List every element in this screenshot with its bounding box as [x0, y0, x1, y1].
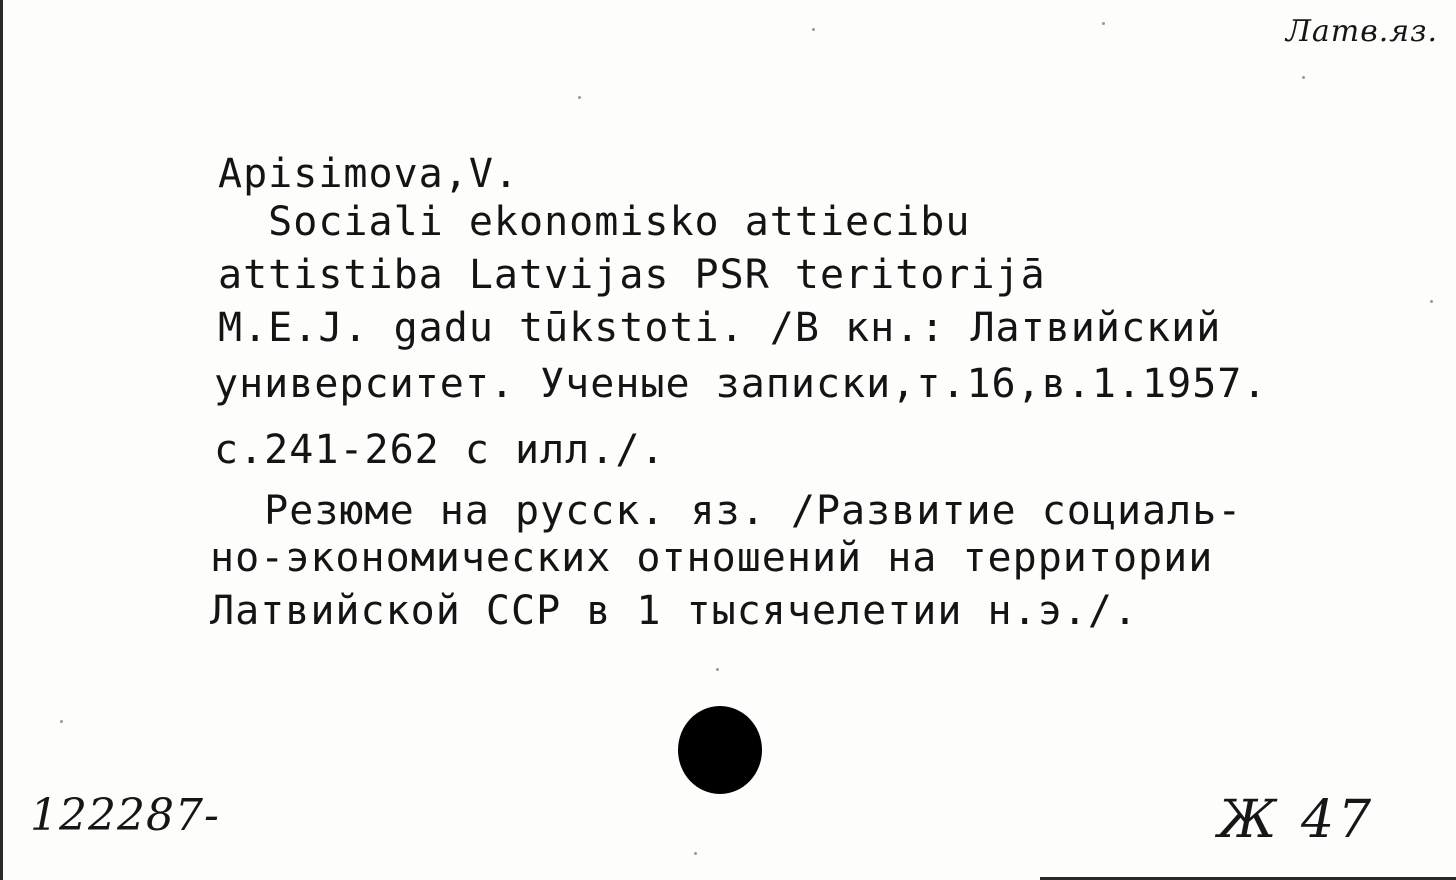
summary-line: Резюме на русск. яз. /Развитие социаль-	[214, 488, 1243, 534]
classification-code: Ж 47	[1218, 790, 1376, 850]
scan-speck	[1302, 76, 1305, 79]
card-edge-left	[0, 0, 3, 880]
scan-speck	[1430, 300, 1433, 303]
title-line: attistiba Latvijas PSR teritorijā	[218, 252, 1046, 298]
punch-hole	[678, 706, 762, 794]
scan-speck	[694, 852, 697, 855]
scan-speck	[812, 28, 815, 31]
summary-line: Латвийской ССР в 1 тысячелетии н.э./.	[210, 588, 1139, 634]
title-line: Sociali ekonomisko attiecibu	[218, 199, 971, 245]
scan-speck	[60, 720, 63, 723]
title-line: университет. Ученые записки,т.16,в.1.1957.	[214, 361, 1268, 407]
scan-speck	[578, 96, 581, 99]
author-heading: Apisimova,V.	[218, 151, 519, 197]
title-line: с.241-262 с илл./.	[214, 427, 666, 473]
summary-line: но-экономических отношений на территории	[210, 535, 1214, 581]
inventory-number: 122287-	[30, 790, 220, 841]
shelfmark: Лaтв.яз.	[1285, 14, 1438, 49]
scan-speck	[716, 668, 719, 671]
scan-speck	[1102, 22, 1105, 25]
title-line: M.E.J. gadu tūkstoti. /В кн.: Латвийский	[218, 305, 1222, 351]
